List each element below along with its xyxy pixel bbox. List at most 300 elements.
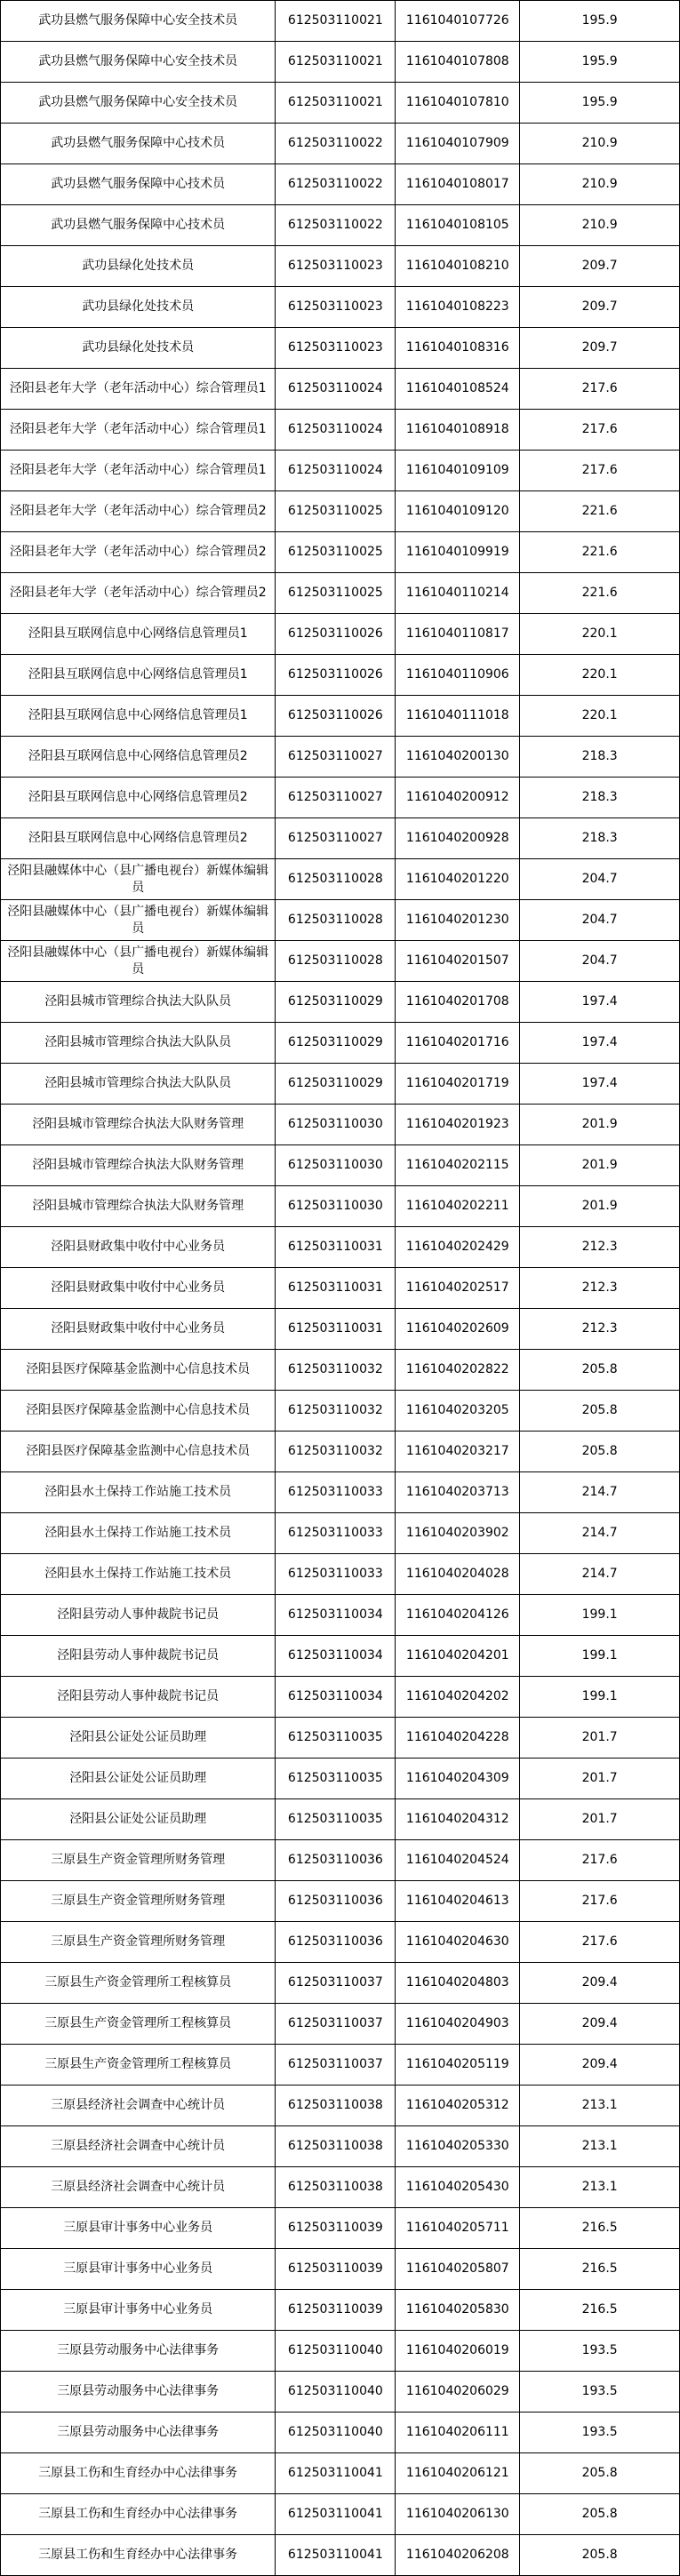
exam-number-cell: 1161040201220	[396, 859, 520, 900]
position-code-cell: 612503110031	[276, 1309, 396, 1350]
position-code-cell: 612503110025	[276, 491, 396, 532]
score-cell: 201.9	[520, 1145, 680, 1186]
score-cell: 201.7	[520, 1759, 680, 1799]
position-code-cell: 612503110025	[276, 532, 396, 573]
exam-number-cell: 1161040203713	[396, 1472, 520, 1513]
exam-number-cell: 1161040200130	[396, 737, 520, 778]
exam-number-cell: 1161040107810	[396, 83, 520, 124]
results-table-body	[1, 1, 680, 2576]
table-row	[1, 1145, 680, 1186]
score-cell: 204.7	[520, 859, 680, 900]
position-code-cell: 612503110032	[276, 1432, 396, 1472]
score-cell: 209.7	[520, 328, 680, 369]
score-cell: 193.5	[520, 2413, 680, 2453]
position-cell: 泾阳县水土保持工作站施工技术员	[1, 1513, 276, 1554]
exam-number-cell: 1161040110817	[396, 614, 520, 655]
score-cell: 220.1	[520, 696, 680, 737]
table-row	[1, 573, 680, 614]
score-cell: 197.4	[520, 982, 680, 1023]
exam-number-cell: 1161040110214	[396, 573, 520, 614]
table-row	[1, 124, 680, 164]
table-row	[1, 2126, 680, 2167]
score-cell: 195.9	[520, 1, 680, 42]
score-cell: 221.6	[520, 491, 680, 532]
position-code-cell: 612503110022	[276, 164, 396, 205]
position-code-cell: 612503110040	[276, 2413, 396, 2453]
position-cell: 武功县燃气服务保障中心技术员	[1, 205, 276, 246]
position-code-cell: 612503110026	[276, 614, 396, 655]
score-cell: 193.5	[520, 2372, 680, 2413]
exam-number-cell: 1161040204903	[396, 2004, 520, 2045]
exam-number-cell: 1161040202609	[396, 1309, 520, 1350]
position-cell: 三原县审计事务中心业务员	[1, 2290, 276, 2331]
exam-number-cell: 1161040107726	[396, 1, 520, 42]
exam-number-cell: 1161040108105	[396, 205, 520, 246]
exam-number-cell: 1161040204201	[396, 1636, 520, 1677]
position-code-cell: 612503110027	[276, 778, 396, 818]
exam-number-cell: 1161040204309	[396, 1759, 520, 1799]
exam-number-cell: 1161040206121	[396, 2453, 520, 2494]
exam-number-cell: 1161040205430	[396, 2167, 520, 2208]
exam-number-cell: 1161040109919	[396, 532, 520, 573]
position-cell: 泾阳县老年大学（老年活动中心）综合管理员1	[1, 410, 276, 451]
position-code-cell: 612503110022	[276, 124, 396, 164]
table-row	[1, 941, 680, 982]
score-cell: 209.7	[520, 246, 680, 287]
exam-number-cell: 1161040206111	[396, 2413, 520, 2453]
score-cell: 218.3	[520, 737, 680, 778]
position-cell: 泾阳县互联网信息中心网络信息管理员2	[1, 818, 276, 859]
position-cell: 泾阳县医疗保障基金监测中心信息技术员	[1, 1432, 276, 1472]
position-cell: 武功县绿化处技术员	[1, 287, 276, 328]
exam-number-cell: 1161040205119	[396, 2045, 520, 2086]
table-row	[1, 1391, 680, 1432]
table-row	[1, 2331, 680, 2372]
position-cell: 泾阳县老年大学（老年活动中心）综合管理员1	[1, 451, 276, 491]
table-row	[1, 532, 680, 573]
position-code-cell: 612503110038	[276, 2126, 396, 2167]
exam-number-cell: 1161040108918	[396, 410, 520, 451]
table-row	[1, 287, 680, 328]
score-cell: 213.1	[520, 2167, 680, 2208]
position-code-cell: 612503110031	[276, 1227, 396, 1268]
position-cell: 泾阳县劳动人事仲裁院书记员	[1, 1636, 276, 1677]
position-cell: 泾阳县互联网信息中心网络信息管理员1	[1, 614, 276, 655]
score-cell: 216.5	[520, 2290, 680, 2331]
table-row	[1, 164, 680, 205]
exam-number-cell: 1161040206019	[396, 2331, 520, 2372]
position-code-cell: 612503110028	[276, 941, 396, 982]
score-cell: 214.7	[520, 1554, 680, 1595]
score-cell: 216.5	[520, 2208, 680, 2249]
position-cell: 武功县燃气服务保障中心安全技术员	[1, 42, 276, 83]
position-code-cell: 612503110030	[276, 1186, 396, 1227]
table-row	[1, 2004, 680, 2045]
table-row	[1, 737, 680, 778]
position-cell: 泾阳县财政集中收付中心业务员	[1, 1227, 276, 1268]
score-cell: 201.9	[520, 1105, 680, 1145]
score-cell: 209.4	[520, 1963, 680, 2004]
score-cell: 216.5	[520, 2249, 680, 2290]
position-cell: 泾阳县互联网信息中心网络信息管理员2	[1, 778, 276, 818]
position-cell: 泾阳县公证处公证员助理	[1, 1718, 276, 1759]
exam-number-cell: 1161040108524	[396, 369, 520, 410]
position-code-cell: 612503110034	[276, 1595, 396, 1636]
position-code-cell: 612503110025	[276, 573, 396, 614]
exam-number-cell: 1161040203902	[396, 1513, 520, 1554]
table-row	[1, 1432, 680, 1472]
position-cell: 泾阳县城市管理综合执法大队队员	[1, 1064, 276, 1105]
position-code-cell: 612503110038	[276, 2086, 396, 2126]
score-cell: 217.6	[520, 410, 680, 451]
score-cell: 205.8	[520, 1432, 680, 1472]
table-row	[1, 2413, 680, 2453]
position-code-cell: 612503110036	[276, 1840, 396, 1881]
exam-number-cell: 1161040108316	[396, 328, 520, 369]
exam-number-cell: 1161040204524	[396, 1840, 520, 1881]
position-cell: 三原县劳动服务中心法律事务	[1, 2372, 276, 2413]
table-row	[1, 451, 680, 491]
position-cell: 泾阳县财政集中收付中心业务员	[1, 1268, 276, 1309]
position-code-cell: 612503110039	[276, 2208, 396, 2249]
table-row	[1, 1595, 680, 1636]
table-row	[1, 246, 680, 287]
position-code-cell: 612503110024	[276, 410, 396, 451]
position-code-cell: 612503110027	[276, 818, 396, 859]
position-cell: 武功县绿化处技术员	[1, 328, 276, 369]
exam-number-cell: 1161040203217	[396, 1432, 520, 1472]
exam-number-cell: 1161040204228	[396, 1718, 520, 1759]
score-cell: 209.4	[520, 2045, 680, 2086]
position-cell: 武功县燃气服务保障中心技术员	[1, 164, 276, 205]
table-row	[1, 1799, 680, 1840]
table-row	[1, 2167, 680, 2208]
position-code-cell: 612503110023	[276, 328, 396, 369]
exam-number-cell: 1161040108210	[396, 246, 520, 287]
position-code-cell: 612503110022	[276, 205, 396, 246]
position-cell: 泾阳县融媒体中心（县广播电视台）新媒体编辑员	[1, 900, 276, 941]
score-cell: 199.1	[520, 1595, 680, 1636]
score-cell: 218.3	[520, 778, 680, 818]
score-cell: 217.6	[520, 1922, 680, 1963]
exam-number-cell: 1161040109120	[396, 491, 520, 532]
position-code-cell: 612503110028	[276, 900, 396, 941]
score-cell: 220.1	[520, 655, 680, 696]
score-cell: 221.6	[520, 573, 680, 614]
table-row	[1, 982, 680, 1023]
score-cell: 220.1	[520, 614, 680, 655]
table-row	[1, 1023, 680, 1064]
position-cell: 三原县工伤和生育经办中心法律事务	[1, 2453, 276, 2494]
exam-number-cell: 1161040201719	[396, 1064, 520, 1105]
table-row	[1, 818, 680, 859]
table-row	[1, 1922, 680, 1963]
position-cell: 三原县生产资金管理所财务管理	[1, 1840, 276, 1881]
exam-number-cell: 1161040204312	[396, 1799, 520, 1840]
table-row	[1, 655, 680, 696]
position-code-cell: 612503110032	[276, 1350, 396, 1391]
table-row	[1, 1881, 680, 1922]
score-cell: 212.3	[520, 1309, 680, 1350]
exam-number-cell: 1161040108017	[396, 164, 520, 205]
position-code-cell: 612503110040	[276, 2331, 396, 2372]
exam-number-cell: 1161040109109	[396, 451, 520, 491]
table-row	[1, 1636, 680, 1677]
position-cell: 泾阳县医疗保障基金监测中心信息技术员	[1, 1350, 276, 1391]
position-code-cell: 612503110034	[276, 1677, 396, 1718]
table-row	[1, 1, 680, 42]
score-cell: 199.1	[520, 1636, 680, 1677]
score-cell: 217.6	[520, 369, 680, 410]
position-code-cell: 612503110035	[276, 1799, 396, 1840]
position-cell: 泾阳县劳动人事仲裁院书记员	[1, 1595, 276, 1636]
table-row	[1, 1309, 680, 1350]
table-row	[1, 2045, 680, 2086]
exam-number-cell: 1161040201507	[396, 941, 520, 982]
position-code-cell: 612503110033	[276, 1554, 396, 1595]
position-cell: 武功县燃气服务保障中心安全技术员	[1, 1, 276, 42]
table-row	[1, 2086, 680, 2126]
table-row	[1, 2290, 680, 2331]
table-row	[1, 83, 680, 124]
score-cell: 201.7	[520, 1718, 680, 1759]
position-cell: 三原县劳动服务中心法律事务	[1, 2331, 276, 2372]
score-cell: 205.8	[520, 2494, 680, 2535]
position-code-cell: 612503110034	[276, 1636, 396, 1677]
position-code-cell: 612503110039	[276, 2249, 396, 2290]
table-row	[1, 778, 680, 818]
position-cell: 三原县工伤和生育经办中心法律事务	[1, 2535, 276, 2576]
position-code-cell: 612503110029	[276, 1064, 396, 1105]
score-cell: 217.6	[520, 1840, 680, 1881]
position-cell: 泾阳县城市管理综合执法大队财务管理	[1, 1105, 276, 1145]
position-cell: 泾阳县互联网信息中心网络信息管理员1	[1, 655, 276, 696]
position-cell: 三原县生产资金管理所工程核算员	[1, 1963, 276, 2004]
table-row	[1, 2494, 680, 2535]
position-cell: 泾阳县老年大学（老年活动中心）综合管理员1	[1, 369, 276, 410]
position-code-cell: 612503110031	[276, 1268, 396, 1309]
score-cell: 195.9	[520, 42, 680, 83]
exam-number-cell: 1161040205830	[396, 2290, 520, 2331]
score-cell: 205.8	[520, 1350, 680, 1391]
position-code-cell: 612503110023	[276, 287, 396, 328]
position-code-cell: 612503110032	[276, 1391, 396, 1432]
exam-number-cell: 1161040204028	[396, 1554, 520, 1595]
position-cell: 武功县绿化处技术员	[1, 246, 276, 287]
table-row	[1, 1554, 680, 1595]
score-cell: 213.1	[520, 2126, 680, 2167]
score-cell: 205.8	[520, 1391, 680, 1432]
exam-number-cell: 1161040205312	[396, 2086, 520, 2126]
position-code-cell: 612503110028	[276, 859, 396, 900]
table-row	[1, 696, 680, 737]
score-cell: 213.1	[520, 2086, 680, 2126]
exam-number-cell: 1161040202517	[396, 1268, 520, 1309]
table-row	[1, 328, 680, 369]
table-row	[1, 1963, 680, 2004]
score-cell: 218.3	[520, 818, 680, 859]
position-code-cell: 612503110021	[276, 83, 396, 124]
position-cell: 泾阳县城市管理综合执法大队财务管理	[1, 1186, 276, 1227]
position-code-cell: 612503110038	[276, 2167, 396, 2208]
position-cell: 泾阳县老年大学（老年活动中心）综合管理员2	[1, 573, 276, 614]
table-row	[1, 1350, 680, 1391]
position-cell: 泾阳县医疗保障基金监测中心信息技术员	[1, 1391, 276, 1432]
position-cell: 泾阳县城市管理综合执法大队队员	[1, 982, 276, 1023]
exam-number-cell: 1161040201230	[396, 900, 520, 941]
score-cell: 199.1	[520, 1677, 680, 1718]
exam-number-cell: 1161040204202	[396, 1677, 520, 1718]
score-cell: 209.7	[520, 287, 680, 328]
exam-number-cell: 1161040202211	[396, 1186, 520, 1227]
position-cell: 泾阳县互联网信息中心网络信息管理员1	[1, 696, 276, 737]
position-cell: 三原县审计事务中心业务员	[1, 2249, 276, 2290]
table-row	[1, 2372, 680, 2413]
position-cell: 三原县生产资金管理所财务管理	[1, 1881, 276, 1922]
position-code-cell: 612503110040	[276, 2372, 396, 2413]
position-cell: 泾阳县老年大学（老年活动中心）综合管理员2	[1, 532, 276, 573]
position-cell: 泾阳县融媒体中心（县广播电视台）新媒体编辑员	[1, 941, 276, 982]
position-cell: 三原县经济社会调查中心统计员	[1, 2167, 276, 2208]
table-row	[1, 2535, 680, 2576]
score-cell: 204.7	[520, 941, 680, 982]
exam-number-cell: 1161040201716	[396, 1023, 520, 1064]
score-cell: 217.6	[520, 451, 680, 491]
position-cell: 泾阳县老年大学（老年活动中心）综合管理员2	[1, 491, 276, 532]
exam-number-cell: 1161040203205	[396, 1391, 520, 1432]
exam-number-cell: 1161040201923	[396, 1105, 520, 1145]
table-row	[1, 900, 680, 941]
exam-number-cell: 1161040204126	[396, 1595, 520, 1636]
position-code-cell: 612503110041	[276, 2535, 396, 2576]
position-code-cell: 612503110033	[276, 1513, 396, 1554]
position-cell: 三原县经济社会调查中心统计员	[1, 2086, 276, 2126]
position-cell: 泾阳县公证处公证员助理	[1, 1799, 276, 1840]
exam-number-cell: 1161040200928	[396, 818, 520, 859]
exam-number-cell: 1161040200912	[396, 778, 520, 818]
table-row	[1, 1105, 680, 1145]
score-cell: 217.6	[520, 1881, 680, 1922]
exam-number-cell: 1161040202429	[396, 1227, 520, 1268]
score-cell: 197.4	[520, 1064, 680, 1105]
position-cell: 三原县经济社会调查中心统计员	[1, 2126, 276, 2167]
table-row	[1, 205, 680, 246]
position-code-cell: 612503110035	[276, 1718, 396, 1759]
position-code-cell: 612503110035	[276, 1759, 396, 1799]
exam-number-cell: 1161040206029	[396, 2372, 520, 2413]
table-row	[1, 1840, 680, 1881]
score-cell: 214.7	[520, 1472, 680, 1513]
position-code-cell: 612503110029	[276, 982, 396, 1023]
position-cell: 三原县工伤和生育经办中心法律事务	[1, 2494, 276, 2535]
table-row	[1, 1268, 680, 1309]
table-row	[1, 2208, 680, 2249]
position-cell: 三原县生产资金管理所财务管理	[1, 1922, 276, 1963]
table-row	[1, 1064, 680, 1105]
table-row	[1, 2249, 680, 2290]
position-code-cell: 612503110039	[276, 2290, 396, 2331]
position-code-cell: 612503110029	[276, 1023, 396, 1064]
score-cell: 212.3	[520, 1268, 680, 1309]
score-cell: 195.9	[520, 83, 680, 124]
score-cell: 212.3	[520, 1227, 680, 1268]
score-cell: 193.5	[520, 2331, 680, 2372]
position-cell: 三原县生产资金管理所工程核算员	[1, 2004, 276, 2045]
exam-number-cell: 1161040206208	[396, 2535, 520, 2576]
table-row	[1, 2453, 680, 2494]
table-row	[1, 1759, 680, 1799]
score-cell: 201.9	[520, 1186, 680, 1227]
position-cell: 泾阳县水土保持工作站施工技术员	[1, 1554, 276, 1595]
position-code-cell: 612503110041	[276, 2494, 396, 2535]
exam-number-cell: 1161040205330	[396, 2126, 520, 2167]
table-row	[1, 1472, 680, 1513]
exam-number-cell: 1161040206130	[396, 2494, 520, 2535]
position-code-cell: 612503110021	[276, 1, 396, 42]
exam-number-cell: 1161040202115	[396, 1145, 520, 1186]
table-row	[1, 1513, 680, 1554]
position-code-cell: 612503110026	[276, 696, 396, 737]
exam-number-cell: 1161040204613	[396, 1881, 520, 1922]
position-code-cell: 612503110041	[276, 2453, 396, 2494]
score-cell: 221.6	[520, 532, 680, 573]
exam-number-cell: 1161040205807	[396, 2249, 520, 2290]
position-cell: 三原县劳动服务中心法律事务	[1, 2413, 276, 2453]
score-cell: 210.9	[520, 124, 680, 164]
score-cell: 214.7	[520, 1513, 680, 1554]
table-row	[1, 614, 680, 655]
score-cell: 197.4	[520, 1023, 680, 1064]
exam-number-cell: 1161040204803	[396, 1963, 520, 2004]
score-cell: 209.4	[520, 2004, 680, 2045]
exam-number-cell: 1161040202822	[396, 1350, 520, 1391]
position-code-cell: 612503110021	[276, 42, 396, 83]
position-cell: 武功县燃气服务保障中心技术员	[1, 124, 276, 164]
exam-number-cell: 1161040204630	[396, 1922, 520, 1963]
position-code-cell: 612503110027	[276, 737, 396, 778]
position-cell: 泾阳县劳动人事仲裁院书记员	[1, 1677, 276, 1718]
position-code-cell: 612503110037	[276, 2045, 396, 2086]
position-code-cell: 612503110026	[276, 655, 396, 696]
position-cell: 三原县审计事务中心业务员	[1, 2208, 276, 2249]
score-cell: 204.7	[520, 900, 680, 941]
position-code-cell: 612503110037	[276, 1963, 396, 2004]
position-code-cell: 612503110036	[276, 1881, 396, 1922]
position-cell: 泾阳县水土保持工作站施工技术员	[1, 1472, 276, 1513]
score-cell: 205.8	[520, 2453, 680, 2494]
table-row	[1, 369, 680, 410]
exam-number-cell: 1161040108223	[396, 287, 520, 328]
score-cell: 210.9	[520, 205, 680, 246]
table-row	[1, 491, 680, 532]
position-cell: 三原县生产资金管理所工程核算员	[1, 2045, 276, 2086]
exam-number-cell: 1161040107808	[396, 42, 520, 83]
table-row	[1, 1186, 680, 1227]
position-code-cell: 612503110024	[276, 369, 396, 410]
exam-number-cell: 1161040111018	[396, 696, 520, 737]
score-cell: 201.7	[520, 1799, 680, 1840]
exam-number-cell: 1161040110906	[396, 655, 520, 696]
score-cell: 205.8	[520, 2535, 680, 2576]
table-row	[1, 859, 680, 900]
exam-number-cell: 1161040107909	[396, 124, 520, 164]
exam-number-cell: 1161040205711	[396, 2208, 520, 2249]
position-cell: 泾阳县城市管理综合执法大队队员	[1, 1023, 276, 1064]
table-row	[1, 410, 680, 451]
score-cell: 210.9	[520, 164, 680, 205]
table-row	[1, 1227, 680, 1268]
position-code-cell: 612503110033	[276, 1472, 396, 1513]
